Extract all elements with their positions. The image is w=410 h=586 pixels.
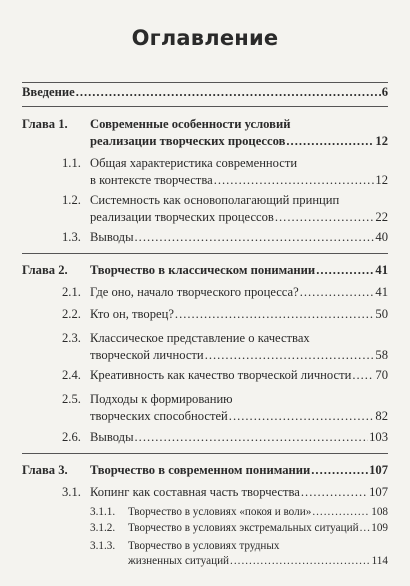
page-number: 107 xyxy=(369,485,388,499)
section-title-line: Креативность как качество творческой личности xyxy=(90,368,352,382)
section-title-line: реализации творческих процессов xyxy=(90,210,274,224)
leader-dots xyxy=(175,306,374,323)
entry-title: Введение xyxy=(22,85,75,99)
section-title-line: Выводы xyxy=(90,230,134,244)
toc-entry-title xyxy=(22,84,388,101)
leader-dots xyxy=(230,554,371,569)
section-number: 1.1. xyxy=(62,156,81,170)
section-title-line: творческой личности xyxy=(90,348,204,362)
leader-dots xyxy=(135,229,375,246)
section-title-line: Кто он, творец? xyxy=(90,307,174,321)
section-number: 2.6. xyxy=(62,430,81,444)
subsection-number: 3.1.1. xyxy=(90,506,116,518)
section-number: 2.1. xyxy=(62,285,81,299)
divider xyxy=(22,106,388,107)
leader-dots xyxy=(352,367,374,384)
leader-dots xyxy=(311,462,368,479)
page-number: 82 xyxy=(375,409,388,423)
section-number: 1.3. xyxy=(62,230,81,244)
page-number: 41 xyxy=(375,285,388,299)
subsection-title-line: Творчество в условиях «покоя и воли» xyxy=(128,506,312,518)
section-title-line: Общая характеристика современности xyxy=(90,156,298,170)
divider xyxy=(22,253,388,254)
section-title-line: Копинг как составная часть творчества xyxy=(90,485,300,499)
chapter-title-line: Современные особенности условий xyxy=(90,117,291,131)
leader-dots xyxy=(76,84,381,101)
section-title-line: Системность как основополагающий принцип xyxy=(90,193,340,207)
chapter-number: Глава 2. xyxy=(22,263,68,277)
chapter-title-line: Творчество в классическом понимании xyxy=(90,263,316,277)
page-number: 12 xyxy=(375,134,388,148)
page-number: 41 xyxy=(375,263,388,277)
page-number: 109 xyxy=(371,522,388,534)
subsection-title-line: жизненных ситуаций xyxy=(128,555,230,567)
section-title-line: Где оно, начало творческого процесса? xyxy=(90,285,299,299)
page-number: 114 xyxy=(371,555,388,567)
leader-dots xyxy=(300,284,375,301)
page-number: 22 xyxy=(375,210,388,224)
subsection-number: 3.1.2. xyxy=(90,522,116,534)
section-number: 2.3. xyxy=(62,331,81,345)
section-number: 2.5. xyxy=(62,392,81,406)
subsection-title-line: Творчество в условиях трудных xyxy=(128,540,280,552)
leader-dots xyxy=(214,172,375,189)
leader-dots xyxy=(360,521,371,536)
section-number: 1.2. xyxy=(62,193,81,207)
section-title-line: Подходы к формированию xyxy=(90,392,233,406)
subsection-number: 3.1.3. xyxy=(90,540,116,552)
leader-dots xyxy=(301,484,368,501)
leader-dots xyxy=(312,505,370,520)
chapter-title-line: Творчество в современном понимании xyxy=(90,463,311,477)
leader-dots xyxy=(205,347,375,364)
section-title-line: творческих способностей xyxy=(90,409,228,423)
leader-dots xyxy=(286,133,374,150)
section-number: 3.1. xyxy=(62,485,81,499)
section-title-line: Классическое представление о качествах xyxy=(90,331,310,345)
chapter-title-line: реализации творческих процессов xyxy=(90,134,286,148)
chapter-number: Глава 3. xyxy=(22,463,68,477)
leader-dots xyxy=(316,262,374,279)
page-number: 40 xyxy=(375,230,388,244)
page-number: 58 xyxy=(375,348,388,362)
page-number: 12 xyxy=(375,173,388,187)
section-title-line: Выводы xyxy=(90,430,134,444)
divider xyxy=(22,82,388,83)
page-number: 6 xyxy=(381,85,388,99)
leader-dots xyxy=(135,429,369,446)
page-title: Оглавление xyxy=(131,26,279,50)
subsection-title-line: Творчество в условиях экстремальных ситуаций xyxy=(128,522,359,534)
section-number: 2.4. xyxy=(62,368,81,382)
section-title-line: в контексте творчества xyxy=(90,173,213,187)
page-number: 103 xyxy=(369,430,388,444)
section-number: 2.2. xyxy=(62,307,81,321)
divider xyxy=(22,453,388,454)
leader-dots xyxy=(275,209,375,226)
chapter-number: Глава 1. xyxy=(22,117,68,131)
page-number: 108 xyxy=(371,506,388,518)
page-number: 107 xyxy=(369,463,388,477)
leader-dots xyxy=(229,408,375,425)
page-number: 70 xyxy=(375,368,388,382)
page-number: 50 xyxy=(375,307,388,321)
